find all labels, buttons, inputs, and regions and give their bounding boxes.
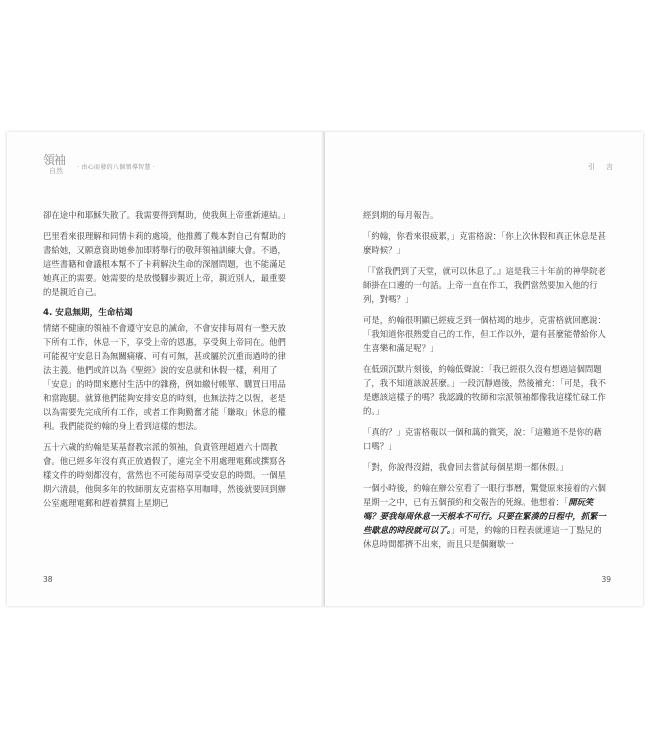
paragraph: 「『當我們到了天堂，就可以休息了。』這是我三十年前的神學院老師掛在口邊的一句話。上帝一直在作工，我們當然要加入他的行列，對嗎？」 [363,266,606,304]
paragraph: 情緒不健康的領袖不會遵守安息的誡命，不會安排每周有一整天放下所有工作，休息一下，享受上帝的恩惠，享受與上帝同在。他們可能視守安息日為無關痛癢、可有可無，甚或屬於沉重而過時的律法主義。他們或許以為《聖經》說的安息就和休假一樣，利用了「安息」的時間來應付生活中的雜務，例如繳付帳單、購買日用品和當跑腿。就算他們能夠安排安息的時刻，也無法持之以恆，老是以為需要先完成所有工作，或者工作夠勤奮才能「賺取」休息的權利。我們能從約翰的身上看到這樣的想法。 [43,323,286,431]
right-body-text [363,208,609,558]
text-run: 」可是，約翰的日程表就連這一丁點兒的休息時間都擠不出來，而且只是偶爾歇一 [363,525,602,549]
paragraph: 「真的？」克雷格報以一個和藹的微笑，說：「這難道不是你的藉口嗎？」 [363,427,602,451]
page-number-left: 38 [43,575,53,584]
paragraph [363,481,609,551]
paragraph: 「對，你說得沒錯，我會回去嘗試每個星期一都休假。」 [363,462,569,472]
paragraph: 可是，約翰很明顯已經疲乏到一個枯竭的地步，克雷格就回應說：「我知道你很熱愛自己的工作，但工作以外，還有甚麼能帶給你人生喜樂和滿足呢？」 [363,315,606,353]
emphasized-thought: 開玩笑嗎？要我每周休息一天根本不可行。只要在緊湊的日程中，抓緊一些歇息的時段就可以了。 [363,497,606,535]
paragraph: 巴里看來很理解和同情卡莉的處境，他推薦了幾本對自己有幫助的書給她，又願意資助她參加即將舉行的敬拜領袖訓練大會。不過，這些書籍和會議根本幫不了卡莉解決生命的深層問題，也不能滿足她真正的需要。她需要的是放慢腳步親近上帝，親近別人，最重要的是親近自己。 [43,231,286,297]
paragraph: 卻在途中和耶穌失散了。我需要得到幫助，使我與上帝重新連結。」 [43,210,291,220]
paragraph: 「約翰，你看來很疲累，」克雷格說：「你上次休假和真正休息是甚麼時候？」 [363,231,606,255]
left-body-text [43,208,289,517]
paragraph: 經到期的每月報告。 [363,210,439,220]
logo-text: 領袖 [43,153,66,167]
text-run: 一個小時後，約翰在辦公室看了一眼行事曆，驚覺原來接着的六個星期一之中，已有五個預約和交報告的死線。他想着：「 [363,483,606,507]
running-header-left: ‧ 由心而發的八個領導智慧 ‧ [77,164,156,171]
page-number-right: 39 [601,575,611,584]
paragraph: 五十六歲的約翰是某基督教宗派的領袖，負責管理超過六十間教會。他已經多年沒有真正放過假了，連完全不用處理電郵或撰寫各樣文件的時刻都沒有，當然也不可能每周享受安息的時間。一個星期六清晨，他與多年的牧師朋友克雷格享用咖啡，然後就要回到辦公室處理電郵和趕着撰寫上星期已 [43,442,286,508]
right-page [325,132,643,606]
book-spread [7,132,643,606]
paragraph: 在低頭沉默片刻後，約翰低聲說：「我已經很久沒有想過這個問題了，我不知道該說甚麼。」一段沉靜過後，然後補充：「可是，我不是應該這樣子的嗎？我認識的牧師和宗派領袖都像我這樣忙碌工作的。」 [363,364,606,416]
running-header-right: 引 言 [588,163,615,171]
book-logo [43,154,73,176]
left-page [7,132,325,606]
section-heading: 4. 安息無期，生命枯竭 [43,308,133,318]
logo-subtext: 自然 [49,167,63,175]
